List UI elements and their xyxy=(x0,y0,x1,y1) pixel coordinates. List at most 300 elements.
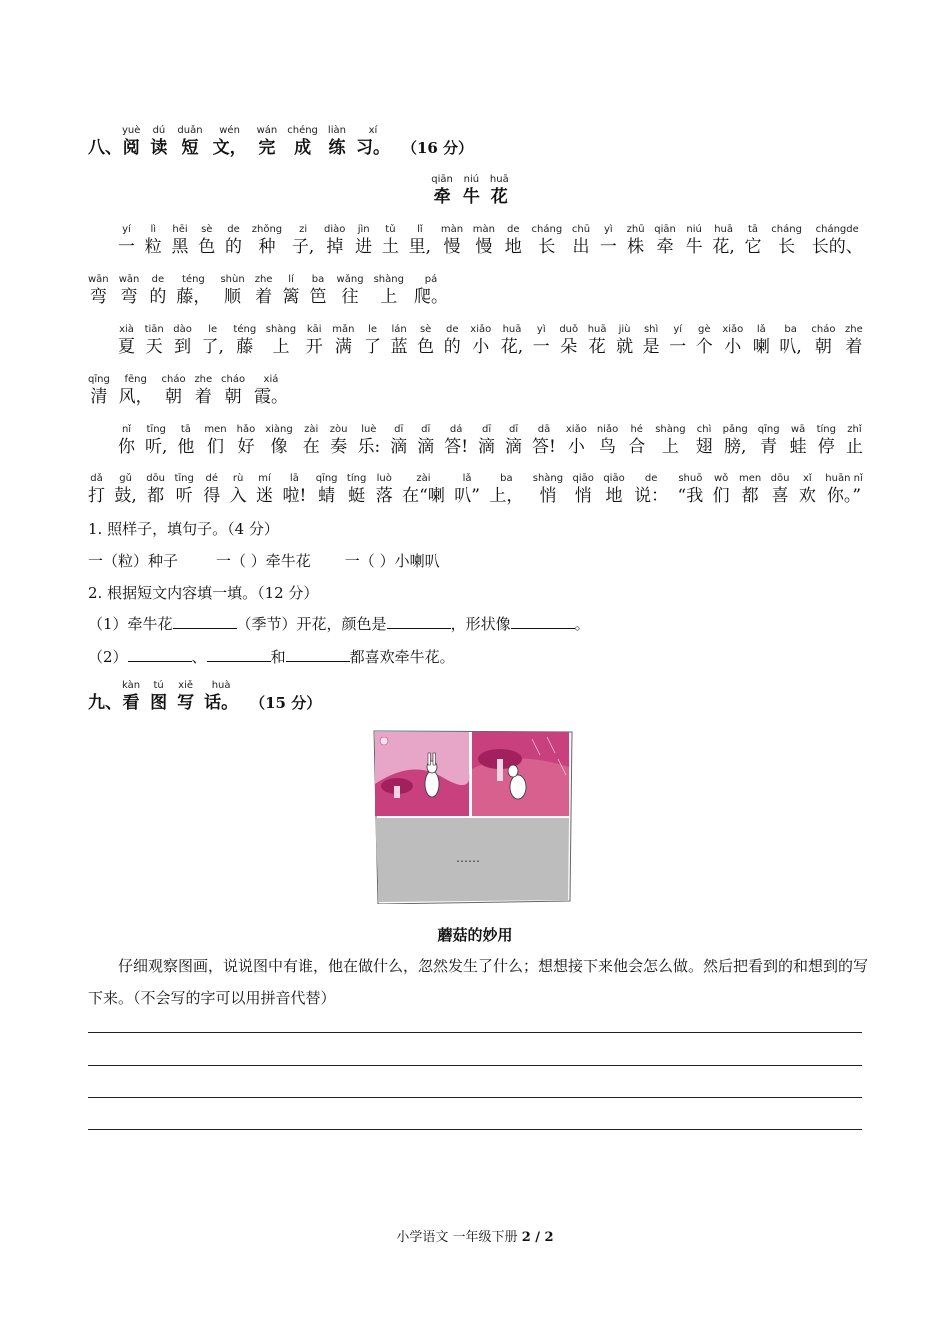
pinyin: shuō xyxy=(678,473,703,484)
hanzi: 花, xyxy=(500,337,524,357)
pinyin: dú xyxy=(152,125,166,136)
pinyin: zài xyxy=(304,424,319,435)
pinyin: qiān xyxy=(654,224,676,235)
pinyin: zhe xyxy=(845,324,863,335)
pinyin: màn xyxy=(440,224,464,235)
char-cell xyxy=(390,424,407,458)
hanzi: 听, xyxy=(145,437,168,457)
pinyin: shàng xyxy=(532,473,564,484)
char-cell xyxy=(230,473,247,507)
pinyin: wán xyxy=(256,125,278,136)
hanzi: 色 xyxy=(417,337,435,357)
pinyin: wǎng xyxy=(336,274,364,285)
passage-line xyxy=(88,274,448,308)
char-cell xyxy=(316,473,338,507)
char-cell xyxy=(198,224,215,258)
hanzi: 的 xyxy=(149,287,167,307)
hanzi: 打 xyxy=(88,486,105,506)
instructions-text: 仔细观察图画，说说图中有谁，他在做什么，忽然发生了什么；想想接下来他会怎么做。然后把看到的和想到的写下来。（不会写的字可以用拼音代替） xyxy=(88,957,869,1007)
pinyin: lǎ xyxy=(462,473,472,484)
char-cell xyxy=(233,324,256,358)
pinyin: de xyxy=(507,224,520,235)
pinyin: xiǎo xyxy=(722,324,744,335)
hanzi: 膀, xyxy=(723,437,747,457)
hanzi: 上 xyxy=(380,287,398,307)
char-cell xyxy=(566,424,587,458)
pinyin: yuè xyxy=(122,125,141,136)
pinyin: kāi xyxy=(306,324,322,335)
char-cell xyxy=(597,424,618,458)
char-cell xyxy=(303,424,320,458)
char-cell xyxy=(257,125,278,159)
hanzi: 喜 xyxy=(771,486,789,506)
char-cell xyxy=(324,224,345,258)
hanzi: 鸟 xyxy=(599,437,617,457)
pinyin: niú xyxy=(463,174,480,185)
hanzi: 悄 xyxy=(539,486,557,506)
pinyin: huā xyxy=(714,224,733,235)
q2-text: 。 xyxy=(574,615,590,633)
pinyin: zòu xyxy=(329,424,348,435)
passage-line xyxy=(118,224,863,258)
pinyin: duǎn xyxy=(177,125,203,136)
hanzi: 像 xyxy=(270,437,288,457)
hanzi: 一 xyxy=(118,237,135,257)
pinyin: yí xyxy=(122,224,131,235)
hanzi: 在“喇 xyxy=(402,486,445,506)
hanzi: 长的、 xyxy=(811,237,863,257)
pinyin: tú xyxy=(153,680,164,691)
question2-line1 xyxy=(88,614,590,634)
pinyin: dī xyxy=(394,424,404,435)
char-cell xyxy=(825,473,862,507)
char-cell xyxy=(505,424,522,458)
char-cell xyxy=(391,324,408,358)
passage-line xyxy=(118,324,863,358)
writing-line[interactable] xyxy=(88,1129,862,1130)
hanzi: 爬。 xyxy=(413,287,448,307)
hanzi: 翅 xyxy=(695,437,713,457)
char-cell xyxy=(696,324,713,358)
hanzi: 地 xyxy=(504,237,522,257)
pinyin: zhū xyxy=(626,224,645,235)
q1-example: 一（粒）种子 xyxy=(88,552,179,570)
pinyin: qīng xyxy=(88,374,110,385)
pinyin: nǐ xyxy=(121,424,132,435)
hanzi: 藤， xyxy=(176,287,211,307)
pinyin: cháo xyxy=(221,374,246,385)
hanzi: 的 xyxy=(225,237,242,257)
char-cell xyxy=(643,324,660,358)
question1-items xyxy=(88,551,440,571)
pinyin: màn xyxy=(472,224,496,235)
char-cell xyxy=(501,324,523,358)
char-cell xyxy=(588,324,607,358)
pinyin: dōu xyxy=(770,473,790,484)
char-cell xyxy=(254,374,288,408)
pinyin: shàng xyxy=(655,424,686,435)
hanzi: 练 xyxy=(328,138,346,158)
char-cell xyxy=(204,424,226,458)
hanzi: 蜓 xyxy=(348,486,366,506)
hanzi: 都 xyxy=(741,486,759,506)
pinyin: xiě xyxy=(178,680,194,691)
hanzi: 一 xyxy=(532,337,550,357)
page-footer xyxy=(0,1226,950,1245)
char-cell xyxy=(88,473,105,507)
pinyin: tā xyxy=(748,224,759,235)
hanzi: 蜻 xyxy=(318,486,336,506)
hanzi: 黑 xyxy=(171,237,189,257)
answer-blank[interactable] xyxy=(173,614,237,629)
char-cell xyxy=(846,424,863,458)
char-cell xyxy=(364,324,381,358)
pinyin: de xyxy=(227,224,240,235)
hanzi: 的 xyxy=(443,337,461,357)
char-cell xyxy=(489,473,523,507)
hanzi: 们 xyxy=(207,437,225,457)
pinyin: dào xyxy=(173,324,192,335)
char-cell xyxy=(119,274,140,308)
hanzi: 短 xyxy=(181,138,199,158)
pinyin: xǐ xyxy=(803,473,812,484)
hanzi: 小 xyxy=(472,337,490,357)
pinyin: xí xyxy=(368,125,378,136)
pinyin: lǐ xyxy=(417,224,423,235)
pinyin: huā xyxy=(489,174,509,185)
char-cell xyxy=(306,324,323,358)
hanzi: 进 xyxy=(355,237,373,257)
hanzi: 花 xyxy=(588,337,606,357)
char-cell xyxy=(616,324,633,358)
pinyin: tiān xyxy=(144,324,164,335)
hanzi: 牛 xyxy=(462,187,480,207)
pinyin: zhǒng xyxy=(251,224,283,235)
pinyin: sè xyxy=(201,224,213,235)
char-cell xyxy=(122,680,140,714)
section9-heading xyxy=(88,680,321,714)
hanzi: 止 xyxy=(845,437,863,457)
char-cell xyxy=(213,125,247,159)
char-cell xyxy=(145,424,167,458)
answer-blank[interactable] xyxy=(286,647,350,662)
char-cell xyxy=(845,324,863,358)
pinyin: xiǎo xyxy=(565,424,587,435)
section-number: 九、 xyxy=(88,693,122,713)
char-cell xyxy=(328,125,346,159)
char-cell xyxy=(252,224,282,258)
hanzi: 上， xyxy=(489,486,524,506)
q2-text: ，形状像 xyxy=(450,615,511,633)
pinyin: zi xyxy=(299,224,308,235)
hanzi: 滴 xyxy=(417,437,435,457)
points: （15 分） xyxy=(250,694,322,712)
hanzi: 弯 xyxy=(120,287,138,307)
hanzi: 听 xyxy=(175,486,193,506)
answer-blank[interactable] xyxy=(387,614,451,629)
hanzi: 乐: xyxy=(357,437,381,457)
char-cell xyxy=(533,324,550,358)
char-cell xyxy=(790,424,807,458)
question2-label: 2. 根据短文内容填一填。（12 分） xyxy=(88,584,319,602)
pinyin: dǎ xyxy=(90,473,103,484)
page-number: 2 / 2 xyxy=(521,1230,554,1245)
char-cell xyxy=(374,274,404,308)
char-cell xyxy=(431,174,453,208)
pinyin: liàn xyxy=(327,125,346,136)
q2-text: 和 xyxy=(270,648,286,666)
pinyin: gè xyxy=(698,324,711,335)
pinyin: jìn xyxy=(357,224,370,235)
char-cell xyxy=(799,473,816,507)
hanzi: 霞。 xyxy=(253,387,288,407)
char-cell xyxy=(221,374,245,408)
hanzi: 花 xyxy=(490,187,508,207)
hanzi: 习。 xyxy=(355,138,390,158)
writing-line[interactable] xyxy=(88,1065,862,1066)
hanzi: 滴 xyxy=(478,437,496,457)
hanzi: 在 xyxy=(302,437,320,457)
hanzi: 是 xyxy=(642,337,660,357)
pinyin: chángde xyxy=(815,224,859,235)
passage-line xyxy=(88,374,288,408)
pinyin: luè xyxy=(361,424,377,435)
hanzi: 风， xyxy=(118,387,153,407)
hanzi: 开 xyxy=(305,337,323,357)
char-cell xyxy=(203,473,220,507)
char-cell xyxy=(119,374,153,408)
pinyin: lā xyxy=(289,473,299,484)
pinyin: men xyxy=(204,424,227,435)
char-cell xyxy=(779,324,801,358)
pinyin: cháo xyxy=(161,374,186,385)
hanzi: 到 xyxy=(174,337,192,357)
pinyin: hé xyxy=(630,424,643,435)
char-cell xyxy=(347,473,366,507)
pinyin: de xyxy=(445,324,459,335)
points: （16 分） xyxy=(401,139,474,157)
hanzi: 出 xyxy=(572,237,590,257)
answer-blank[interactable] xyxy=(511,614,575,629)
char-cell xyxy=(287,125,318,159)
pinyin: cháng xyxy=(771,224,802,235)
passage-title xyxy=(0,174,950,208)
char-cell xyxy=(600,224,617,258)
char-cell xyxy=(145,324,164,358)
char-cell xyxy=(603,473,624,507)
hanzi: 入 xyxy=(229,486,247,506)
char-cell xyxy=(696,424,713,458)
char-cell xyxy=(758,424,780,458)
pinyin: shàng xyxy=(265,324,297,335)
hanzi: 弯 xyxy=(89,287,107,307)
char-cell xyxy=(559,324,578,358)
char-cell xyxy=(655,424,685,458)
pinyin: wǒ xyxy=(713,473,729,484)
hanzi: 夏 xyxy=(118,337,135,357)
pinyin: shàng xyxy=(373,274,404,285)
char-cell xyxy=(669,324,686,358)
char-cell xyxy=(150,680,167,714)
hanzi: 牵 xyxy=(656,237,674,257)
char-cell xyxy=(176,274,210,308)
char-cell xyxy=(225,224,242,258)
comic-panel-2 xyxy=(472,732,569,816)
hanzi: 了 xyxy=(364,337,382,357)
char-cell xyxy=(454,473,480,507)
pinyin: kàn xyxy=(122,680,141,691)
char-cell xyxy=(149,274,166,308)
char-cell xyxy=(572,224,590,258)
pinyin: diào xyxy=(324,224,346,235)
pinyin: tǔ xyxy=(385,224,396,235)
pinyin: chū xyxy=(571,224,591,235)
char-cell xyxy=(282,274,299,308)
hanzi: 都 xyxy=(147,486,165,506)
char-cell xyxy=(444,424,468,458)
pinyin: ba xyxy=(500,473,513,484)
hanzi: 小 xyxy=(567,437,585,457)
char-cell xyxy=(417,424,434,458)
answer-blank[interactable] xyxy=(207,647,271,662)
hanzi: 答! xyxy=(444,437,469,457)
pinyin: dī xyxy=(508,424,519,435)
pinyin: rù xyxy=(232,473,244,484)
char-cell xyxy=(194,374,212,408)
hanzi: 奏 xyxy=(330,437,348,457)
char-cell xyxy=(444,324,461,358)
hanzi: 答! xyxy=(532,437,556,457)
writing-line[interactable] xyxy=(88,1097,862,1098)
char-cell xyxy=(678,473,704,507)
char-cell xyxy=(118,224,135,258)
hanzi: 完 xyxy=(258,138,276,158)
char-cell xyxy=(382,224,399,258)
pinyin: tīng xyxy=(174,473,194,484)
pinyin: dā xyxy=(537,424,551,435)
char-cell xyxy=(265,424,293,458)
hanzi: 读 xyxy=(150,138,168,158)
pinyin: yì xyxy=(536,324,546,335)
hanzi: 子, xyxy=(291,237,315,257)
q1-item-3[interactable]: 一（ ）小喇叭 xyxy=(344,552,440,570)
char-cell xyxy=(532,224,563,258)
char-cell xyxy=(88,274,109,308)
char-cell xyxy=(150,125,167,159)
hanzi: 一 xyxy=(669,337,687,357)
answer-blank[interactable] xyxy=(128,647,192,662)
pinyin: ba xyxy=(784,324,797,335)
pinyin: huā xyxy=(587,324,607,335)
pinyin: qiāo xyxy=(572,473,594,484)
pinyin: gǔ xyxy=(119,473,132,484)
char-cell xyxy=(473,224,495,258)
writing-line[interactable] xyxy=(88,1032,862,1033)
hanzi: 藤 xyxy=(236,337,254,357)
hanzi: 了, xyxy=(201,337,224,357)
pinyin: lí xyxy=(288,274,294,285)
char-cell xyxy=(174,473,193,507)
hanzi: “我 xyxy=(677,486,704,506)
hanzi: 满 xyxy=(334,337,352,357)
char-cell xyxy=(771,224,802,258)
picture-title: 蘑菇的妙用 xyxy=(437,926,513,944)
char-cell xyxy=(114,473,136,507)
char-cell xyxy=(357,424,380,458)
q2-text: 、 xyxy=(191,648,207,666)
hanzi: 小 xyxy=(724,337,742,357)
hanzi: 他 xyxy=(177,437,195,457)
char-cell xyxy=(745,224,762,258)
char-cell xyxy=(255,274,273,308)
hanzi: 停 xyxy=(817,437,835,457)
char-cell xyxy=(337,274,364,308)
hanzi: 就 xyxy=(616,337,634,357)
pinyin: cháng xyxy=(531,224,563,235)
pinyin: zhe xyxy=(194,374,213,385)
hanzi: 粒 xyxy=(144,237,162,257)
char-cell xyxy=(122,125,140,159)
pinyin: men xyxy=(739,473,762,484)
char-cell xyxy=(356,125,390,159)
pinyin: lì xyxy=(150,224,157,235)
char-cell xyxy=(573,473,594,507)
hanzi: 得 xyxy=(203,486,221,506)
char-cell xyxy=(654,224,676,258)
hanzi: 着 xyxy=(194,387,212,407)
hanzi: 朝 xyxy=(814,337,832,357)
question1-label: 1. 照样子，填句子。（4 分） xyxy=(88,520,279,538)
char-cell xyxy=(310,274,327,308)
char-cell xyxy=(634,473,668,507)
char-cell xyxy=(505,224,522,258)
hanzi: 喇 xyxy=(752,337,770,357)
pinyin: xiǎo xyxy=(470,324,492,335)
char-cell xyxy=(292,224,314,258)
comic-picture xyxy=(372,729,574,904)
char-cell xyxy=(739,473,761,507)
pinyin: shì xyxy=(643,324,659,335)
pinyin: dōu xyxy=(146,473,166,484)
char-cell xyxy=(722,324,743,358)
footer-text: 小学语文 一年级下册 xyxy=(396,1230,522,1245)
pinyin: le xyxy=(208,324,218,335)
char-cell xyxy=(686,224,703,258)
char-cell xyxy=(812,224,863,258)
char-cell xyxy=(417,324,434,358)
pinyin: pǎng xyxy=(722,424,748,435)
char-cell xyxy=(162,374,186,408)
pinyin: tíng xyxy=(346,473,367,484)
pinyin: xiàng xyxy=(265,424,293,435)
pinyin: qiāo xyxy=(603,473,625,484)
pinyin: qīng xyxy=(315,473,338,484)
hanzi: 蓝 xyxy=(390,337,408,357)
hanzi: 长 xyxy=(778,237,796,257)
hanzi: 图 xyxy=(150,693,168,713)
hanzi: 长 xyxy=(538,237,556,257)
passage-line xyxy=(118,424,863,458)
pinyin: pá xyxy=(424,274,438,285)
hanzi: 里, xyxy=(408,237,432,257)
q1-item-2[interactable]: 一（ ）牵牛花 xyxy=(216,552,311,570)
pinyin: de xyxy=(644,473,658,484)
hanzi: 文， xyxy=(212,138,247,158)
pinyin: de xyxy=(151,274,165,285)
hanzi: 牛 xyxy=(685,237,703,257)
char-cell xyxy=(376,473,393,507)
hanzi: 慢 xyxy=(443,237,461,257)
